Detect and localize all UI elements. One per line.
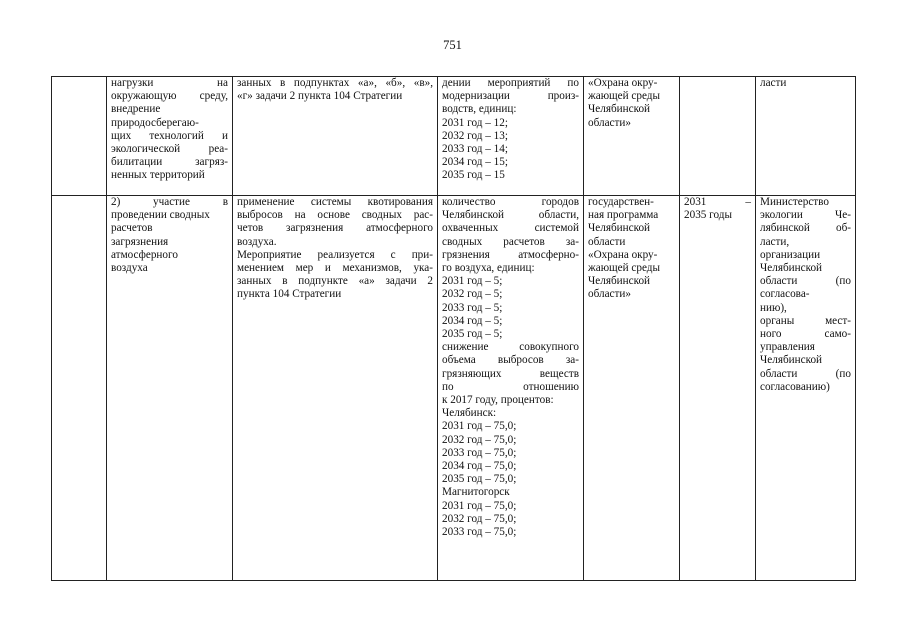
cell-line: лябинской об- bbox=[760, 222, 851, 235]
cell-line: атмосферного bbox=[111, 248, 178, 261]
cell-line: занных в подпунктах «а», «б», «в», bbox=[237, 77, 433, 89]
cell-line: области» bbox=[588, 288, 631, 301]
cell-line: области (по bbox=[760, 367, 851, 380]
cell-line: 2035 год – 75,0; bbox=[442, 473, 517, 486]
cell-line: ная программа bbox=[588, 209, 659, 222]
cell-line: расчетов bbox=[111, 222, 153, 235]
cell-line: 2032 год – 75,0; bbox=[442, 433, 517, 446]
cell-line: жающей среды bbox=[588, 262, 661, 275]
cell-line: 2033 год – 75,0; bbox=[442, 526, 517, 539]
cell-line: управления bbox=[760, 341, 815, 354]
cell-line: 2031 год – 75,0; bbox=[442, 420, 517, 433]
cell-line: загрязнения bbox=[111, 235, 169, 248]
cell-line: воздуха bbox=[111, 262, 148, 275]
cell-line: «Охрана окру- bbox=[588, 248, 658, 261]
cell-line: Магнитогорск bbox=[442, 486, 510, 499]
cell-line: нию), bbox=[760, 301, 787, 314]
cell-line: грязнения атмосферно- bbox=[442, 248, 579, 261]
cell-line: занных в подпункте «а» задачи 2 bbox=[237, 275, 433, 288]
cell-line: органы мест- bbox=[760, 314, 851, 327]
cell-number bbox=[52, 196, 107, 581]
cell-line: по отношению bbox=[442, 380, 579, 393]
cell-line: 2034 год – 5; bbox=[442, 314, 503, 327]
cell-measure bbox=[233, 77, 438, 196]
cell-line: 2033 год – 14; bbox=[442, 143, 508, 156]
cell-line: 2032 год – 75,0; bbox=[442, 512, 517, 525]
cell-line: Челябинской bbox=[760, 354, 823, 367]
cell-line: количество городов bbox=[442, 196, 579, 208]
cell-indicator bbox=[438, 196, 584, 581]
cell-period bbox=[680, 77, 756, 196]
table-row bbox=[52, 196, 856, 581]
cell-line: Министерство bbox=[760, 196, 829, 208]
cell-line: области bbox=[588, 235, 626, 248]
cell-line: ласти bbox=[760, 77, 787, 89]
cell-line: организации bbox=[760, 248, 821, 261]
cell-line: дении мероприятий по bbox=[442, 77, 579, 89]
cell-program bbox=[584, 196, 680, 581]
cell-line: области (по bbox=[760, 275, 851, 288]
cell-line: экологии Че- bbox=[760, 209, 851, 222]
cell-line: модернизации произ- bbox=[442, 90, 579, 103]
cell-line: согласованию) bbox=[760, 380, 830, 393]
cell-line: выбросов на основе сводных рас- bbox=[237, 209, 433, 222]
cell-line: Челябинской bbox=[588, 275, 651, 288]
cell-line: 2031 год – 5; bbox=[442, 275, 503, 288]
cell-line: 2032 год – 5; bbox=[442, 288, 503, 301]
cell-line: воздуха. bbox=[237, 235, 277, 248]
cell-line: грязняющих веществ bbox=[442, 367, 579, 380]
page-number: 751 bbox=[443, 38, 462, 52]
cell-line: применение системы квотирования bbox=[237, 196, 433, 208]
cell-line: 2033 год – 75,0; bbox=[442, 446, 517, 459]
cell-responsible bbox=[756, 77, 856, 196]
cell-line: Мероприятие реализуется с при- bbox=[237, 248, 433, 261]
cell-measure bbox=[233, 196, 438, 581]
cell-line: сводных расчетов за- bbox=[442, 235, 579, 248]
cell-task bbox=[107, 77, 233, 196]
cell-line: го воздуха, единиц: bbox=[442, 262, 535, 275]
cell-line: природосберегаю- bbox=[111, 116, 199, 129]
cell-program bbox=[584, 77, 680, 196]
cell-line: экологической реа- bbox=[111, 143, 228, 156]
measures-table bbox=[51, 76, 856, 581]
cell-line: 2034 год – 75,0; bbox=[442, 460, 517, 473]
cell-line: 2031 год – 75,0; bbox=[442, 499, 517, 512]
cell-line: 2031 год – 12; bbox=[442, 116, 508, 129]
cell-line: 2034 год – 15; bbox=[442, 156, 508, 169]
cell-line: 2035 год – 15 bbox=[442, 169, 505, 182]
cell-line: объема выбросов за- bbox=[442, 354, 579, 367]
cell-line: 2035 год – 5; bbox=[442, 328, 503, 341]
cell-line: ласти, bbox=[760, 235, 790, 248]
cell-line: «Охрана окру- bbox=[588, 77, 658, 89]
cell-line: ненных территорий bbox=[111, 169, 205, 182]
cell-line: ного само- bbox=[760, 328, 851, 341]
cell-line: согласова- bbox=[760, 288, 810, 301]
cell-line: билитации загряз- bbox=[111, 156, 228, 169]
cell-line: жающей среды bbox=[588, 90, 661, 103]
cell-line: Челябинской bbox=[588, 222, 651, 235]
cell-line: внедрение bbox=[111, 103, 161, 116]
cell-number bbox=[52, 77, 107, 196]
cell-line: пункта 104 Стратегии bbox=[237, 288, 342, 301]
cell-line: 2035 годы bbox=[684, 209, 732, 222]
table-row bbox=[52, 77, 856, 196]
cell-line: Челябинской bbox=[588, 103, 651, 116]
cell-line: «г» задачи 2 пункта 104 Стратегии bbox=[237, 90, 403, 103]
cell-line: государствен- bbox=[588, 196, 654, 208]
cell-line: 2032 год – 13; bbox=[442, 129, 508, 142]
cell-line: менением мер и механизмов, ука- bbox=[237, 262, 433, 275]
cell-line: нагрузки на bbox=[111, 77, 228, 89]
cell-line: Челябинской области, bbox=[442, 209, 579, 222]
cell-line: охваченных системой bbox=[442, 222, 579, 235]
cell-responsible bbox=[756, 196, 856, 581]
cell-line: 2) участие в bbox=[111, 196, 228, 208]
cell-line: снижение совокупного bbox=[442, 341, 579, 354]
cell-line: четов загрязнения атмосферного bbox=[237, 222, 433, 235]
cell-line: области» bbox=[588, 116, 631, 129]
cell-line: 2033 год – 5; bbox=[442, 301, 503, 314]
cell-line: 2031 – bbox=[684, 196, 751, 208]
cell-line: водств, единиц: bbox=[442, 103, 517, 116]
cell-line: к 2017 году, процентов: bbox=[442, 394, 554, 407]
cell-line: проведении сводных bbox=[111, 209, 210, 222]
cell-line: окружающую среду, bbox=[111, 90, 228, 103]
cell-period bbox=[680, 196, 756, 581]
cell-line: Челябинск: bbox=[442, 407, 497, 420]
cell-line: Челябинской bbox=[760, 262, 823, 275]
cell-indicator bbox=[438, 77, 584, 196]
cell-line: щих технологий и bbox=[111, 129, 228, 142]
cell-task bbox=[107, 196, 233, 581]
